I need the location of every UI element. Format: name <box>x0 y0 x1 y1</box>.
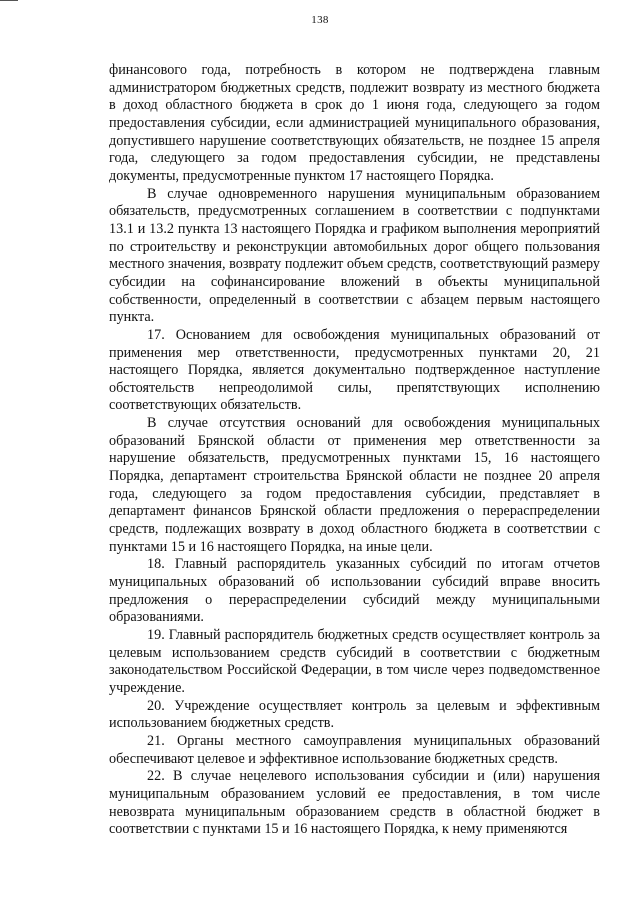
paragraph-19: 19. Главный распорядитель бюджетных средств осуществляет контроль за целевым использованием средств субсидий в соответствии с бюджетным законодательством Российской Федерации, в том числе через подведомственное учреждение. <box>109 627 600 696</box>
paragraph-21: 21. Органы местного самоуправления муниципальных образований обеспечивают целевое и эффективное использование бюджетных средств. <box>109 732 600 767</box>
document-body <box>109 62 600 839</box>
page-number: 138 <box>311 14 329 26</box>
paragraph-20: 20. Учреждение осуществляет контроль за целевым и эффективным использованием бюджетных средств. <box>109 697 600 732</box>
paragraph-18: 18. Главный распорядитель указанных субсидий по итогам отчетов муниципальных образований об использовании субсидий вправе вносить предложения о перераспределении субсидий между муниципальными образованиями. <box>109 556 600 626</box>
paragraph-simultaneous-violation: В случае одновременного нарушения муниципальным образованием обязательств, предусмотренных соглашением в соответствии с подпунктами 13.1 и 13.2 пункта 13 настоящего Порядка и графиком выполнения мероприятий по строительству и реконструкции автомобильных дорог общего пользования местного значения, возврату подлежит объем средств, соответствующий размеру субсидии на софинансирование вложений в объекты муниципальной собственности, определенный в соответствии с абзацем первым настоящего пункта. <box>109 185 600 326</box>
paragraph-17: 17. Основанием для освобождения муниципальных образований от применения мер ответственности, предусмотренных пунктами 20, 21 настоящего Порядка, является документально подтвержденное наступление обстоятельств непреодолимой силы, препятствующих исполнению соответствующих обязательств. <box>109 326 600 414</box>
top-rule <box>0 0 18 1</box>
paragraph-absence-of-grounds: В случае отсутствия оснований для освобождения муниципальных образований Брянской области от применения мер ответственности за нарушение обязательств, предусмотренных пунктами 15, 16 настоящего Порядка, департамент строительства Брянской области не позднее 20 апреля года, следующего за годом предоставления субсидии, представляет в департамент финансов Брянской области предложения о перераспределении средств, подлежащих возврату в доход областного бюджета в соответствии с пунктами 15 и 16 настоящего Порядка, на иные цели. <box>109 415 600 555</box>
paragraph-22: 22. В случае нецелевого использования субсидии и (или) нарушения муниципальным образованием условий ее предоставления, в том числе невозврата муниципальным образованием средств в областной бюджет в соответствии с пунктами 15 и 16 настоящего Порядка, к нему применяются <box>109 768 600 838</box>
paragraph-continuation: финансового года, потребность в котором не подтверждена главным администратором бюджетных средств, подлежит возврату из местного бюджета в доход областного бюджета в срок до 1 июня года, следующего за годом предоставления субсидии, если администрацией муниципального образования, допустившего нарушение соответствующих обязательств, не позднее 15 апреля года, следующего за годом предоставления субсидии, не представлены документы, предусмотренные пунктом 17 настоящего Порядка. <box>109 62 600 184</box>
